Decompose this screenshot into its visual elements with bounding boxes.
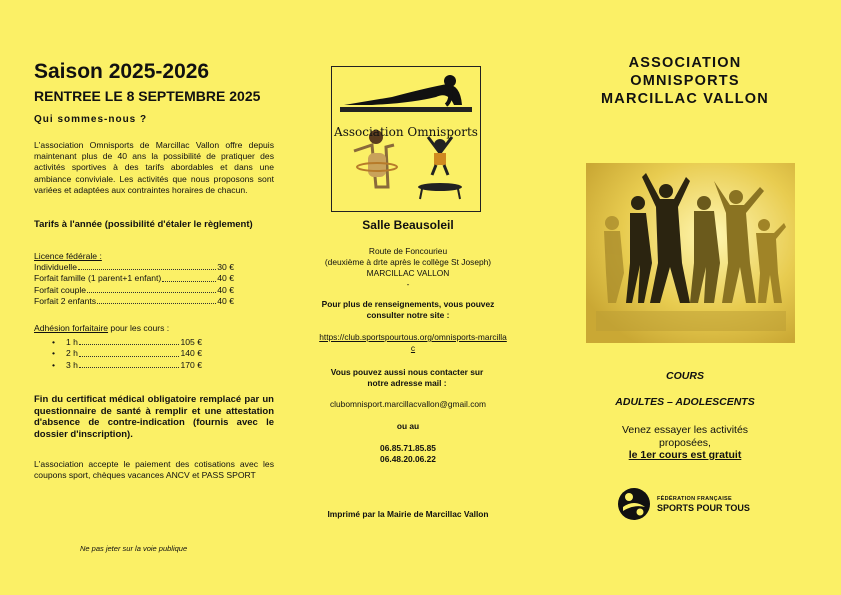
gratuit-line: le 1er cours est gratuit bbox=[628, 449, 742, 461]
email-address[interactable]: clubomnisport.marcillacvallon@gmail.com bbox=[329, 399, 487, 409]
adhesion-list bbox=[34, 337, 202, 371]
separator: - bbox=[406, 279, 410, 289]
licence-label: Forfait 2 enfants bbox=[34, 295, 97, 306]
sports-photo bbox=[586, 163, 795, 343]
address-line-3: MARCILLAC VALLON bbox=[366, 268, 450, 278]
salle-name: Salle Beausoleil bbox=[362, 218, 454, 232]
dot-leader bbox=[87, 285, 216, 293]
bullet-icon: • bbox=[52, 348, 56, 359]
adhesion-label: 3 h bbox=[66, 359, 78, 370]
adhesion-row bbox=[34, 337, 202, 348]
address-line-2: (deuxième à drte après le collège St Joseph) bbox=[324, 257, 492, 267]
licence-price: 40 € bbox=[217, 273, 234, 284]
info-text: Pour plus de renseignements, vous pouvez consulter notre site : bbox=[321, 299, 495, 320]
address-block bbox=[303, 246, 513, 290]
address-line-1: Route de Foncourieu bbox=[368, 246, 448, 256]
adhesion-label: 2 h bbox=[66, 348, 78, 359]
dot-leader bbox=[97, 296, 216, 304]
website-link[interactable]: https://club.sportspourtous.org/omnisports-marcillac bbox=[319, 332, 507, 353]
essai-line-2: proposées, bbox=[659, 436, 711, 449]
printer-note: Imprimé par la Mairie de Marcillac Vallon bbox=[327, 509, 489, 519]
licence-heading: Licence fédérale : bbox=[34, 251, 102, 261]
adhesion-row bbox=[34, 360, 202, 371]
licence-row bbox=[34, 296, 234, 307]
adhesion-heading: Adhésion forfaitaire bbox=[34, 323, 109, 333]
phones bbox=[303, 443, 513, 465]
org-line-1: ASSOCIATION bbox=[628, 55, 742, 71]
fede-small-text: FÉDÉRATION FRANÇAISE bbox=[657, 496, 732, 502]
association-logo bbox=[331, 66, 481, 212]
cours-label: COURS bbox=[666, 370, 704, 382]
bullet-icon: • bbox=[52, 359, 56, 370]
certificat-text: Fin du certificat médical obligatoire remplacé par un questionnaire de santé à remplir et une attestation d'absence de contre-indication (fournis avec le dossier d'inscription). bbox=[34, 394, 274, 440]
ou-au: ou au bbox=[396, 421, 420, 431]
bullet-icon: • bbox=[52, 337, 56, 348]
fede-big-text: SPORTS POUR TOUS bbox=[657, 503, 750, 513]
licence-price: 30 € bbox=[217, 262, 234, 273]
licence-price: 40 € bbox=[217, 295, 234, 306]
licence-row bbox=[34, 262, 234, 273]
adhesion-price: 170 € bbox=[180, 359, 202, 370]
licence-label: Forfait couple bbox=[34, 284, 87, 295]
phone-1[interactable]: 06.85.71.85.85 bbox=[380, 443, 436, 453]
tarifs-heading: Tarifs à l'année (possibilité d'étaler le règlement) bbox=[34, 219, 253, 230]
who-heading: Qui sommes-nous ? bbox=[34, 114, 148, 125]
contact-text: Vous pouvez aussi nous contacter sur notre adresse mail : bbox=[330, 367, 484, 388]
dot-leader bbox=[78, 262, 216, 270]
silhouettes-icon bbox=[586, 163, 795, 343]
footer-note: Ne pas jeter sur la voie publique bbox=[80, 544, 188, 553]
stretching-figure-icon bbox=[332, 67, 480, 211]
dot-leader bbox=[79, 348, 180, 356]
adhesion-price: 140 € bbox=[180, 348, 202, 359]
org-line-3: MARCILLAC VALLON bbox=[601, 91, 769, 107]
adhesion-line bbox=[34, 323, 202, 334]
who-text: L'association Omnisports de Marcillac Vallon offre depuis maintenant plus de 40 ans la possibilité de pratiquer des activités sportives à des tarifs abordables et dans une ambiance conviviale. Les activités que nous proposons sont variées et adaptées aux contraintes horaires de chacun. bbox=[34, 140, 274, 195]
dot-leader bbox=[79, 337, 180, 345]
public-label: ADULTES – ADOLESCENTS bbox=[615, 396, 755, 408]
essai-line-1: Venez essayer les activités bbox=[621, 424, 749, 436]
licence-row bbox=[34, 273, 234, 284]
licence-row bbox=[34, 285, 234, 296]
logo-text: Association Omnisports bbox=[334, 125, 478, 139]
season-title: Saison 2025-2026 bbox=[34, 60, 210, 83]
phone-2[interactable]: 06.48.20.06.22 bbox=[380, 454, 436, 464]
adhesion-price: 105 € bbox=[180, 337, 202, 348]
essai-block bbox=[575, 424, 795, 462]
dot-leader bbox=[162, 273, 216, 281]
org-name bbox=[575, 54, 795, 108]
fede-logo bbox=[617, 487, 787, 521]
adhesion-row bbox=[34, 348, 202, 359]
adhesion-section bbox=[34, 323, 202, 371]
licence-label: Forfait famille (1 parent+1 enfant) bbox=[34, 273, 162, 284]
licence-list bbox=[34, 262, 234, 307]
rentree-date: RENTREE LE 8 SEPTEMBRE 2025 bbox=[34, 88, 261, 104]
adhesion-suffix: pour les cours : bbox=[108, 323, 170, 333]
adhesion-label: 1 h bbox=[66, 337, 78, 348]
org-line-2: OMNISPORTS bbox=[630, 73, 740, 89]
licence-price: 40 € bbox=[217, 284, 234, 295]
dot-leader bbox=[79, 360, 180, 368]
paiement-text: L'association accepte le paiement des cotisations avec les coupons sport, chèques vacances ANCV et PASS SPORT bbox=[34, 459, 274, 481]
licence-section bbox=[34, 251, 234, 307]
licence-label: Individuelle bbox=[34, 262, 77, 273]
sports-pour-tous-icon bbox=[617, 487, 651, 521]
